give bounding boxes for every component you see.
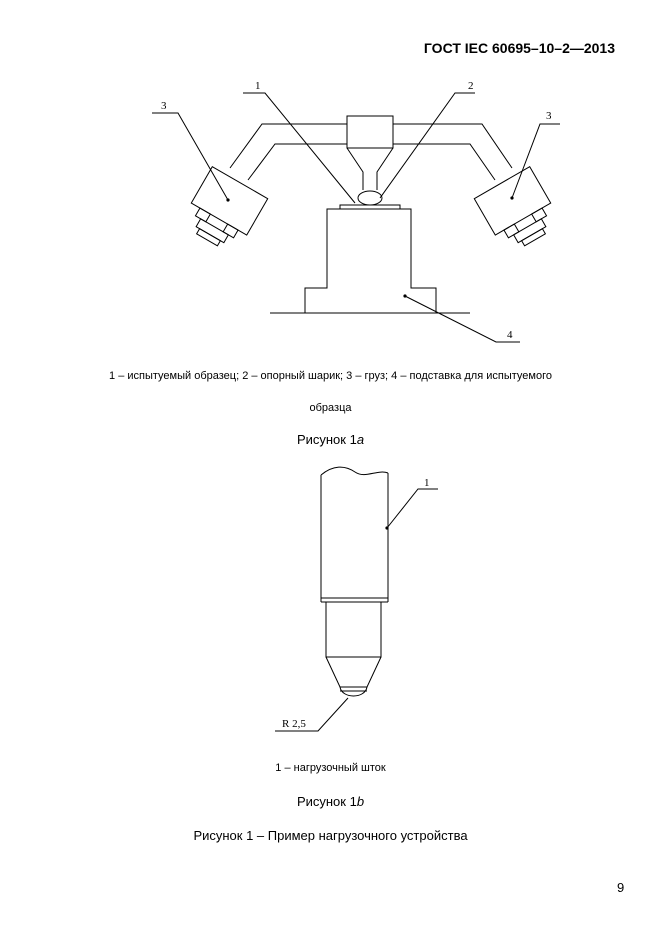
label-3-left-weight: 3 xyxy=(161,100,167,112)
label-1-specimen: 1 xyxy=(255,80,261,92)
figure-1a-legend-line-1: 1 – испытуемый образец; 2 – опорный шарик; 3 – груз; 4 – подставка для испытуемого xyxy=(109,370,552,382)
label-1-load-rod: 1 xyxy=(424,477,430,489)
figure-1b-caption-prefix: Рисунок 1 xyxy=(296,794,357,809)
label-radius: R 2,5 xyxy=(282,718,306,730)
figure-1-main-caption: Рисунок 1 – Пример нагрузочного устройства xyxy=(193,828,468,843)
page-number: 9 xyxy=(617,880,625,895)
figure-1b-caption-suffix: b xyxy=(356,794,365,809)
figure-1a-caption-suffix: a xyxy=(356,432,365,447)
figure-1b-caption xyxy=(0,794,661,809)
label-2-ball: 2 xyxy=(468,80,474,92)
figure-1b-legend: 1 – нагрузочный шток xyxy=(275,762,386,774)
document-header: ГОСТ IEC 60695–10–2—2013 xyxy=(423,40,615,56)
figure-1a-drawing xyxy=(0,0,661,360)
label-4-stand: 4 xyxy=(507,329,513,341)
figure-1a-caption-prefix: Рисунок 1 xyxy=(296,432,357,447)
figure-1b-drawing xyxy=(0,455,661,755)
label-3-right-weight: 3 xyxy=(546,110,552,122)
figure-1a-caption xyxy=(0,432,661,447)
figure-1a-legend-line-2: образца xyxy=(309,402,352,414)
